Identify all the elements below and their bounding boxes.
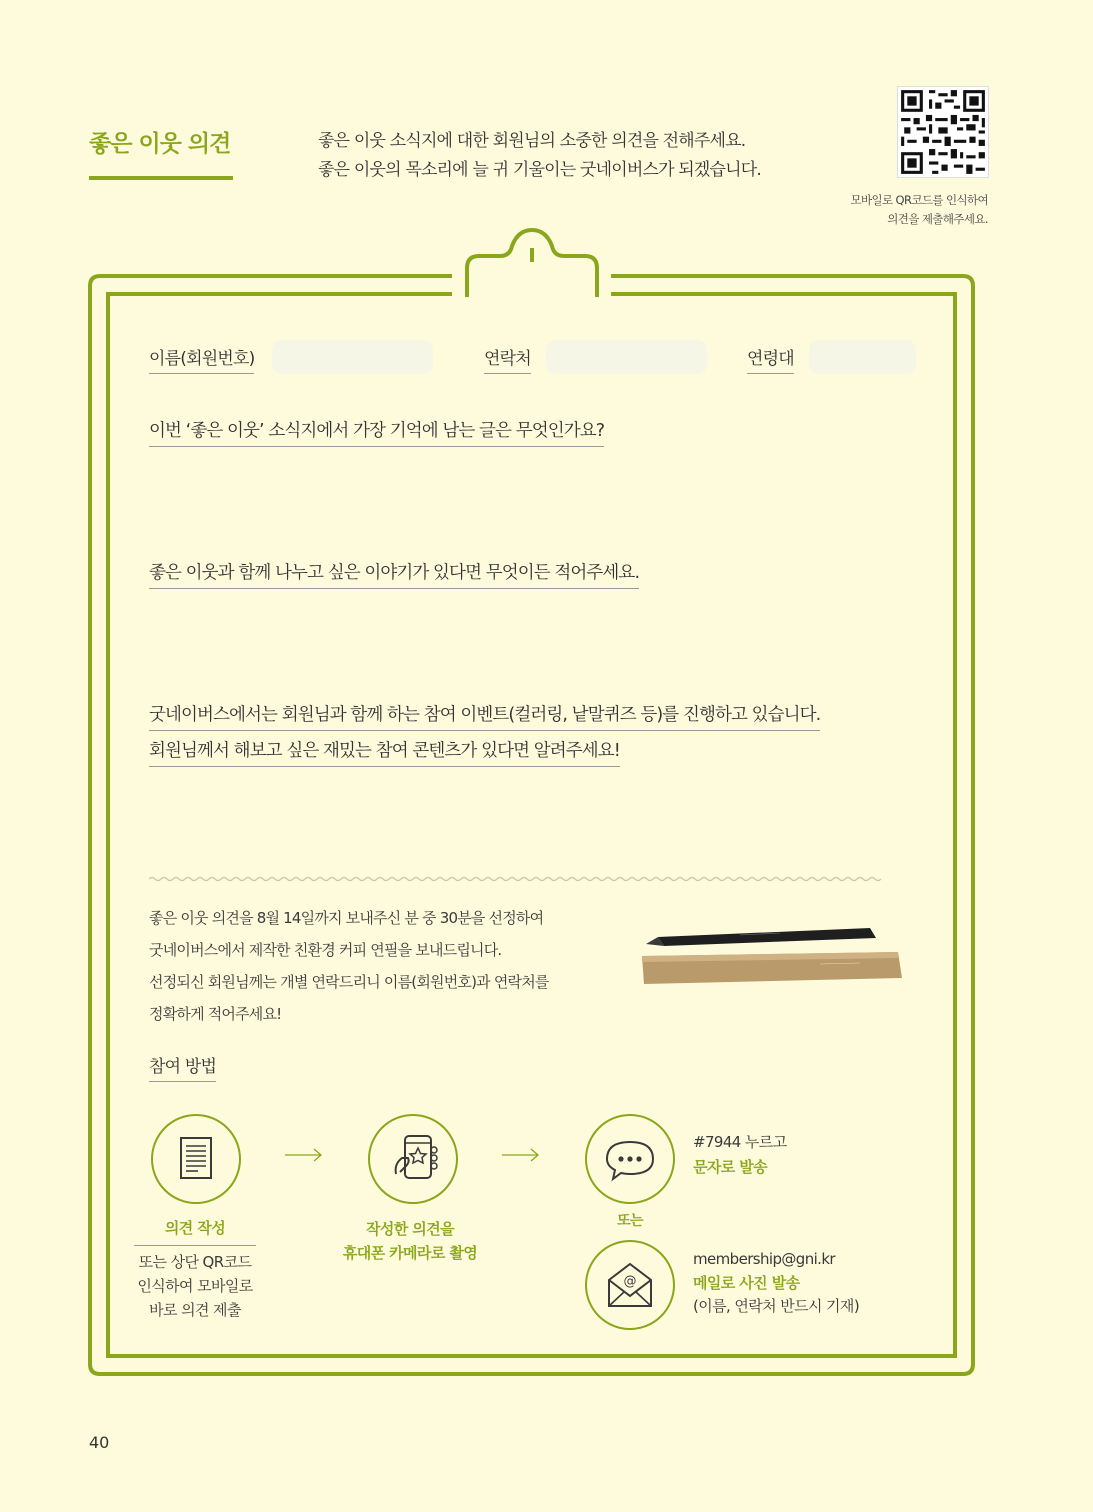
wavy-divider <box>149 878 881 881</box>
step-write-desc <box>120 1250 270 1322</box>
step-write-circle <box>151 1114 241 1204</box>
name-field[interactable] <box>272 340 433 374</box>
step-write-title: 의견 작성 <box>134 1217 256 1246</box>
step-write-desc-line-2: 인식하여 모바일로 <box>137 1277 253 1295</box>
question-3-line-1: 굿네이버스에서는 회원님과 함께 하는 참여 이벤트(컬러링, 낱말퀴즈 등)를 진행하고 있습니다. <box>149 701 820 731</box>
step-photo-label <box>320 1217 500 1265</box>
page-number: 40 <box>89 1433 110 1452</box>
notice-line-4: 정확하게 적어주세요! <box>149 1005 282 1023</box>
step-photo-circle <box>368 1114 458 1204</box>
step-write-desc-line-3: 바로 의견 제출 <box>149 1301 241 1319</box>
contact-label: 연락처 <box>484 344 531 374</box>
chat-bubble-icon <box>587 1116 673 1202</box>
notice-text <box>149 902 549 1030</box>
notice-line-1: 좋은 이웃 의견을 8월 14일까지 보내주신 분 중 30분을 선정하여 <box>149 909 544 927</box>
step-write-desc-line-1: 또는 상단 QR코드 <box>138 1253 252 1271</box>
mail-send-label: 메일로 사진 발송 <box>693 1274 800 1292</box>
name-label: 이름(회원번호) <box>149 344 254 374</box>
step-photo-line-1: 작성한 의견을 <box>366 1220 454 1238</box>
phone-camera-icon <box>370 1116 456 1202</box>
qr-caption-line-2: 의견을 제출해주세요. <box>887 212 988 226</box>
age-label: 연령대 <box>747 344 794 374</box>
question-2-text: 좋은 이웃과 함께 나누고 싶은 이야기가 있다면 무엇이든 적어주세요. <box>149 559 639 589</box>
intro-line-2: 좋은 이웃의 목소리에 늘 귀 기울이는 굿네이버스가 되겠습니다. <box>318 160 762 180</box>
svg-text:@: @ <box>623 1274 637 1289</box>
qr-caption-line-1: 모바일로 QR코드를 인식하여 <box>850 193 988 207</box>
age-field[interactable] <box>809 340 916 374</box>
sms-send-label: 문자로 발송 <box>693 1158 768 1176</box>
arrow-right-icon <box>285 1148 323 1162</box>
question-3 <box>149 701 820 767</box>
mail-icon <box>587 1242 673 1328</box>
sms-circle <box>585 1114 675 1204</box>
question-3-line-2: 회원님께서 해보고 싶은 재밌는 참여 콘텐츠가 있다면 알려주세요! <box>149 737 620 767</box>
sms-number: #7944 누르고 <box>693 1133 787 1151</box>
howto-title: 참여 방법 <box>149 1052 216 1082</box>
notice-line-2: 굿네이버스에서 제작한 친환경 커피 연필을 보내드립니다. <box>149 941 502 959</box>
mail-address[interactable]: membership@gni.kr <box>693 1250 835 1268</box>
contact-field[interactable] <box>546 340 707 374</box>
document-icon <box>153 1116 239 1202</box>
or-label: 또는 <box>617 1213 643 1229</box>
intro-line-1: 좋은 이웃 소식지에 대한 회원님의 소중한 의견을 전해주세요. <box>318 131 746 151</box>
notice-line-3: 선정되신 회원님께는 개별 연락드리니 이름(회원번호)과 연락처를 <box>149 973 549 991</box>
mail-circle <box>585 1240 675 1330</box>
step-photo-line-2: 휴대폰 카메라로 촬영 <box>342 1244 478 1262</box>
arrow-right-icon-2 <box>502 1148 540 1162</box>
section-title: 좋은 이웃 의견 <box>89 131 231 157</box>
mail-note: (이름, 연락처 반드시 기재) <box>693 1297 860 1315</box>
question-1-text: 이번 ‘좋은 이웃’ 소식지에서 가장 기억에 남는 글은 무엇인가요? <box>149 417 604 447</box>
question-2 <box>149 559 639 589</box>
question-1 <box>149 417 604 447</box>
coffee-pencil-image <box>640 920 908 990</box>
